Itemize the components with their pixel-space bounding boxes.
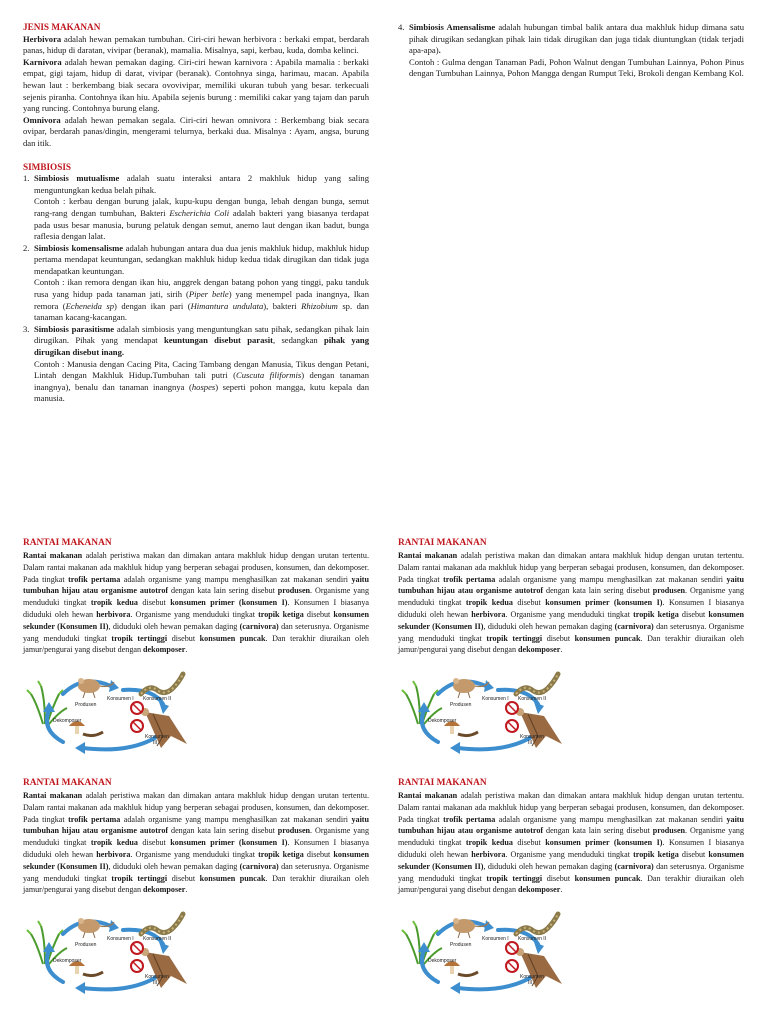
rantai-text: . Organisme yang menduduki tingkat	[23, 826, 370, 848]
rantai-text: , diduduki oleh hewan pemakan daging	[108, 861, 240, 871]
label-dekomposer: Dekomposer	[53, 958, 82, 965]
rantai-bold-term: produsen	[277, 586, 311, 596]
snake-icon	[141, 674, 183, 694]
rantai-bold-term: dekomposer	[518, 645, 561, 655]
rantai-text: . Organisme yang menduduki tingkat	[398, 826, 745, 848]
snake-icon	[516, 674, 558, 694]
rantai-paragraph	[398, 550, 744, 656]
omnivora-term: Omnivora	[23, 114, 61, 125]
rantai-bold-term: trofik pertama	[68, 814, 121, 824]
rantai-bold-term: konsumen puncak	[574, 873, 641, 883]
food-chain-diagram	[398, 664, 568, 756]
rantai-text: adalah organisme yang mampu menghasilkan zat makanan sendiri	[120, 574, 352, 584]
simbiosis-item-mutualisme	[23, 173, 369, 243]
rantai-bold-term: tropik tertinggi	[111, 873, 168, 883]
item-number: 1.	[23, 173, 30, 184]
karnivora-term: Karnivora	[23, 56, 62, 67]
rantai-bold-term: herbivora	[471, 609, 506, 619]
rantai-bold-term: (carnivora)	[239, 861, 279, 871]
rantai-paragraph	[23, 550, 369, 656]
rantai-bold-term: produsen	[652, 586, 686, 596]
rantai-bold-term: herbivora	[471, 849, 506, 859]
rantai-text: .	[185, 885, 188, 895]
rantai-heading: RANTAI MAKANAN	[23, 538, 112, 548]
rantai-text: dan seterusnya. Organisme yang menduduki tingkat	[398, 861, 745, 883]
rantai-bold-term: yaitu tumbuhan hijau atau organisme autotrof	[23, 574, 370, 596]
rantai-bold-term: (carnivora)	[614, 861, 654, 871]
rantai-bold-term: tropik kedua	[90, 838, 138, 848]
rantai-text: . Konsumen I biasanya diduduki oleh hewan	[23, 598, 369, 619]
consumer-marker-icons	[506, 702, 518, 732]
rantai-text: disebut	[137, 598, 171, 608]
food-chain-diagram	[23, 664, 193, 756]
simbiosis-list-continued	[398, 22, 744, 80]
simbiosis-list	[23, 173, 369, 405]
label-produsen: Produsen	[75, 702, 97, 709]
rantai-bold-term: konsumen sekunder (Konsumen II)	[23, 609, 369, 631]
rantai-bold-term: konsumen primer (konsumen I)	[170, 838, 288, 848]
label-konsumen-3: Konsumen	[520, 734, 544, 741]
rantai-panel-bottom-left	[23, 777, 369, 996]
rantai-text: disebut	[303, 609, 334, 619]
rantai-panel-top-right	[398, 537, 744, 756]
rantai-bold-term: yaitu tumbuhan hijau atau organisme autotrof	[23, 814, 370, 836]
rantai-text: . Konsumen I biasanya diduduki oleh hewan	[23, 838, 369, 859]
item-number: 3.	[23, 323, 30, 334]
item-text: adalah hubungan timbal balik antara dua makhluk hidup dimana satu pihak dirugikan sedangkan pihak lain tidak dirugikan dan juga tidak diuntungkan (tidak terjadi apa-apa)	[409, 22, 744, 56]
rantai-text: . Organisme yang menduduki tingkat	[505, 849, 634, 859]
label-produsen: Produsen	[450, 702, 472, 709]
rantai-text: adalah peristiwa makan dan dimakan antara makhluk hidup dengan urutan tertentu. Dalam rantai makanan ada makhluk hidup yang berperan sebagai produsen, konsumen, dan dekomposer. Pada tingkat	[23, 791, 369, 824]
rantai-text: . Dan terakhir diuraikan oleh jamur/pengurai yang disebut dengan	[23, 633, 369, 655]
rantai-bold-term: konsumen primer (konsumen I)	[545, 598, 663, 608]
label-dekomposer: Dekomposer	[428, 718, 457, 725]
rantai-text: disebut	[678, 609, 709, 619]
rantai-text: . Konsumen I biasanya diduduki oleh hewan	[398, 598, 744, 619]
rantai-text: adalah organisme yang mampu menghasilkan zat makanan sendiri	[495, 574, 727, 584]
rantai-text: .	[560, 645, 563, 655]
rantai-text: disebut	[512, 838, 546, 848]
item-number: 2.	[23, 242, 30, 253]
consumer-marker-icons	[131, 942, 143, 972]
karnivora-paragraph	[23, 57, 369, 115]
rantai-bold-term: konsumen sekunder (Konsumen II)	[23, 849, 369, 871]
rantai-text: dan seterusnya. Organisme yang menduduki tingkat	[398, 621, 745, 643]
simbiosis-item-komensalisme	[23, 243, 369, 324]
rantai-bold-term: tropik tertinggi	[486, 633, 543, 643]
item-example: Contoh : ikan remora dengan ikan hiu, anggrek dengan batang pohon yang tinggi, paku tanduk rusa yang hidup pada tanaman jati, sirih (Piper betle) yang menempel pada inangnya, Ikan remora (Echeneida sp) dengan ikan pari (Himantura undulata), bakteri Rhizobium sp. dan tanaman kacang-kacangan.	[34, 277, 369, 323]
item-example: Contoh : Manusia dengan Cacing Pita, Cacing Tambang dengan Manusia, Tikus dengan Petani, Lintah dengan Makhluk Hidup.Tumbuhan tali putri (Cuscuta filiformis) dengan tanaman inangnya), benalu dan tanaman inangnya (hospes) seperti pohon mangga, kutu kepala dan manusia.	[34, 358, 370, 404]
simbiosis-item-amensalisme: 4. Simbiosis Amensalisme adalah hubungan timbal balik antara dua makhluk hidup dimana satu pihak dirugikan sedangkan pihak lain tidak dirugikan dan juga tidak diuntungkan (tidak terjadi apa-apa). Contoh : Gulma dengan Tanaman Padi, Pohon Walnut dengan Tumbuhan Lainnya, Pohon Pinus dengan Tumbuhan Lainnya, Pohon Mangga dengan Rumput Teki, Brokoli dengan Kembang Kol.	[398, 22, 744, 79]
item-example: Contoh : kerbau dengan burung jalak, kupu-kupu dengan bunga, lebah dengan bunga, semut rang-rang dengan tumbuhan, Bakteri Escherichia Coli adalah bakteri yang biasanya terdapat pada usus besar manusia, burung pelatuk dengan semut, anemo laut dengan ikan badut, bunga raflesia dengan lalat.	[34, 196, 369, 242]
herbivora-term: Herbivora	[23, 33, 62, 44]
item-text: adalah hubungan antara dua dua jenis makhluk hidup, makhluk hidup pertama mendapat keuntungan, sedangkan makhluk hidup kedua tidak dirugikan dan tidak juga mendapatkan keuntungan.	[34, 242, 369, 276]
item-number: 4.	[398, 22, 405, 32]
mouse-icon	[78, 918, 114, 938]
rantai-paragraph	[398, 790, 744, 896]
rantai-bold-term: tropik ketiga	[258, 609, 304, 619]
rantai-text: dengan kata lain sering disebut	[168, 826, 278, 836]
rantai-bold-term: tropik kedua	[465, 598, 513, 608]
label-dekomposer: Dekomposer	[428, 958, 457, 965]
rantai-bold-term: Rantai makanan	[23, 791, 83, 800]
rantai-text: disebut	[542, 633, 575, 643]
rantai-bold-term: (carnivora)	[614, 621, 654, 631]
label-konsumen-1: Konsumen I	[482, 936, 509, 943]
rantai-text: . Dan terakhir diuraikan oleh jamur/pengurai yang disebut dengan	[398, 873, 744, 895]
rantai-bold-term: tropik tertinggi	[486, 873, 543, 883]
rantai-paragraph	[23, 790, 369, 896]
rantai-text: , diduduki oleh hewan pemakan daging	[483, 861, 615, 871]
rantai-bold-term: konsumen sekunder (Konsumen II)	[398, 849, 744, 871]
label-konsumen-3-num: III	[153, 740, 158, 747]
rantai-bold-term: tropik kedua	[90, 598, 138, 608]
rantai-text: disebut	[167, 873, 200, 883]
rantai-text: dengan kata lain sering disebut	[543, 826, 653, 836]
rantai-text: dengan kata lain sering disebut	[168, 586, 278, 596]
rantai-panel-bottom-right	[398, 777, 744, 996]
rantai-text: adalah peristiwa makan dan dimakan antara makhluk hidup dengan urutan tertentu. Dalam rantai makanan ada makhluk hidup yang berperan sebagai produsen, konsumen, dan dekomposer. Pada tingkat	[398, 551, 744, 584]
rantai-text: dan seterusnya. Organisme yang menduduki tingkat	[23, 861, 370, 883]
label-konsumen-2: Konsumen II	[143, 696, 172, 703]
rantai-bold-term: konsumen puncak	[574, 633, 641, 643]
rantai-bold-term: konsumen puncak	[199, 873, 266, 883]
top-right-column	[398, 22, 744, 80]
rantai-bold-term: produsen	[652, 826, 686, 836]
rantai-bold-term: trofik pertama	[68, 574, 121, 584]
food-chain-diagram	[23, 904, 193, 996]
rantai-bold-term: yaitu tumbuhan hijau atau organisme autotrof	[398, 574, 745, 596]
rantai-bold-term: (carnivora)	[239, 621, 279, 631]
rantai-text: adalah organisme yang mampu menghasilkan zat makanan sendiri	[120, 814, 352, 824]
rantai-text: disebut	[542, 873, 575, 883]
rantai-text: dengan kata lain sering disebut	[543, 586, 653, 596]
item-text: adalah suatu interaksi antara 2 makhluk hidup yang saling menguntungkan kedua belah pihak.	[34, 173, 369, 195]
mouse-icon	[78, 678, 114, 698]
rantai-text: . Organisme yang menduduki tingkat	[130, 849, 259, 859]
rantai-bold-term: herbivora	[96, 609, 131, 619]
consumer-marker-icons	[131, 702, 143, 732]
rantai-text: disebut	[303, 849, 334, 859]
jenis-heading: JENIS MAKANAN	[23, 22, 101, 32]
rantai-bold-term: herbivora	[96, 849, 131, 859]
rantai-heading: RANTAI MAKANAN	[398, 538, 487, 548]
omnivora-paragraph	[23, 115, 369, 150]
rantai-text: adalah peristiwa makan dan dimakan antara makhluk hidup dengan urutan tertentu. Dalam rantai makanan ada makhluk hidup yang berperan sebagai produsen, konsumen, dan dekomposer. Pada tingkat	[23, 551, 369, 584]
rantai-text: .	[185, 645, 188, 655]
herbivora-paragraph	[23, 34, 369, 57]
mouse-icon	[453, 678, 489, 698]
label-konsumen-3: Konsumen	[520, 974, 544, 981]
simbiosis-item-parasitisme: 3. Simbiosis parasitisme adalah simbiosis yang menguntungkan satu pihak, sedangkan pihak lain dirugikan. Pihak yang mendapat keuntungan disebut parasit, sedangkan pihak yang dirugikan disebut inang. Contoh : Manusia dengan Cacing Pita, Cacing Tambang dengan Manusia, Tikus dengan Petani, Lintah dengan Makhluk Hidup.Tumbuhan tali putri (Cuscuta filiformis) dengan tanaman inangnya), benalu dan tanaman inangnya (hospes) seperti pohon mangga, kutu kepala dan manusia.	[23, 323, 370, 404]
rantai-text: disebut	[678, 849, 709, 859]
rantai-bold-term: konsumen puncak	[199, 633, 266, 643]
rantai-panel-top-left	[23, 537, 369, 756]
label-produsen: Produsen	[75, 942, 97, 949]
rantai-bold-term: konsumen sekunder (Konsumen II)	[398, 609, 744, 631]
item-term: Simbiosis mutualisme	[34, 173, 120, 184]
rantai-text: .	[560, 885, 563, 895]
item-term: Simbiosis komensalisme	[34, 242, 124, 253]
herbivora-text: adalah hewan pemakan tumbuhan. Ciri-ciri hewan herbivora : berkaki empat, berdarah panas, hidup di daratan, vivipar (beranak), mamalia. Misalnya, sapi, kerbau, kuda, domba kelinci.	[23, 33, 369, 56]
rantai-bold-term: tropik ketiga	[258, 849, 304, 859]
item-term: Simbiosis parasitisme	[34, 323, 115, 334]
rantai-text: dan seterusnya. Organisme yang menduduki tingkat	[23, 621, 370, 643]
label-konsumen-1: Konsumen I	[482, 696, 509, 703]
label-konsumen-1: Konsumen I	[107, 696, 134, 703]
label-konsumen-1: Konsumen I	[107, 936, 134, 943]
rantai-bold-term: produsen	[277, 826, 311, 836]
label-konsumen-2: Konsumen II	[518, 696, 547, 703]
label-konsumen-3-num: III	[528, 740, 533, 747]
rantai-bold-term: tropik tertinggi	[111, 633, 168, 643]
rantai-heading: RANTAI MAKANAN	[23, 778, 112, 788]
omnivora-text: adalah hewan pemakan segala. Ciri-ciri hewan omnivora : Berkembang biak secara ovipar, berdarah panas/dingin, mengerami telurnya, berkaki dua. Misalnya : Ayam, angsa, burung dan itik.	[23, 114, 369, 148]
rantai-bold-term: Rantai makanan	[398, 791, 458, 800]
karnivora-text: adalah hewan pemakan daging. Ciri-ciri hewan karnivora : Apabila mamalia : berkaki empat, gigi tajam, hidup di darat, vivipar (beranak). Contohnya singa, harimau, macan. Apabila hewan laut : berkembang biak secara ovovivipar, memiliki ukuran tubuh yang besar. terkecuali sejenis piranha. Contohnya ikan hiu. Apabila sejenis burung : memiliki cakar yang tajam dan paruh yang runcing. Contohnya burung elang.	[23, 56, 369, 114]
snake-icon	[141, 914, 183, 934]
food-chain-diagram	[398, 904, 568, 996]
rantai-text: . Organisme yang menduduki tingkat	[505, 609, 634, 619]
item-term: Simbiosis Amensalisme	[409, 22, 496, 32]
rantai-text: , diduduki oleh hewan pemakan daging	[483, 621, 615, 631]
top-left-column	[23, 22, 369, 405]
rantai-bold-term: tropik ketiga	[633, 609, 679, 619]
label-produsen: Produsen	[450, 942, 472, 949]
simbiosis-heading: SIMBIOSIS	[23, 161, 72, 172]
rantai-text: adalah peristiwa makan dan dimakan antara makhluk hidup dengan urutan tertentu. Dalam rantai makanan ada makhluk hidup yang berperan sebagai produsen, konsumen, dan dekomposer. Pada tingkat	[398, 791, 744, 824]
rantai-bold-term: Rantai makanan	[398, 551, 458, 560]
label-konsumen-3-num: III	[153, 980, 158, 987]
rantai-text: . Organisme yang menduduki tingkat	[398, 586, 745, 608]
label-dekomposer: Dekomposer	[53, 718, 82, 725]
rantai-bold-term: tropik ketiga	[633, 849, 679, 859]
rantai-bold-term: dekomposer	[518, 885, 561, 895]
label-konsumen-2: Konsumen II	[143, 936, 172, 943]
rantai-text: , diduduki oleh hewan pemakan daging	[108, 621, 240, 631]
item-example: Contoh : Gulma dengan Tanaman Padi, Pohon Walnut dengan Tumbuhan Lainnya, Pohon Pinus dengan Tumbuhan Lainnya, Pohon Mangga dengan Rumput Teki, Brokoli dengan Kembang Kol.	[409, 56, 744, 79]
rantai-bold-term: trofik pertama	[443, 574, 496, 584]
rantai-bold-term: dekomposer	[143, 885, 186, 895]
label-konsumen-3: Konsumen	[145, 734, 169, 741]
rantai-text: . Organisme yang menduduki tingkat	[23, 586, 370, 608]
snake-icon	[516, 914, 558, 934]
label-konsumen-3: Konsumen	[145, 974, 169, 981]
rantai-bold-term: konsumen primer (konsumen I)	[170, 598, 288, 608]
mouse-icon	[453, 918, 489, 938]
rantai-text: . Dan terakhir diuraikan oleh jamur/pengurai yang disebut dengan	[398, 633, 744, 655]
rantai-bold-term: dekomposer	[143, 645, 186, 655]
rantai-bold-term: Rantai makanan	[23, 551, 83, 560]
label-konsumen-2: Konsumen II	[518, 936, 547, 943]
rantai-heading: RANTAI MAKANAN	[398, 778, 487, 788]
rantai-text: . Organisme yang menduduki tingkat	[130, 609, 259, 619]
rantai-text: disebut	[137, 838, 171, 848]
rantai-bold-term: trofik pertama	[443, 814, 496, 824]
rantai-text: . Dan terakhir diuraikan oleh jamur/pengurai yang disebut dengan	[23, 873, 369, 895]
rantai-text: adalah organisme yang mampu menghasilkan zat makanan sendiri	[495, 814, 727, 824]
rantai-text: . Konsumen I biasanya diduduki oleh hewan	[398, 838, 744, 859]
rantai-bold-term: yaitu tumbuhan hijau atau organisme autotrof	[398, 814, 745, 836]
label-konsumen-3-num: III	[528, 980, 533, 987]
rantai-bold-term: tropik kedua	[465, 838, 513, 848]
rantai-text: disebut	[512, 598, 546, 608]
rantai-bold-term: konsumen primer (konsumen I)	[545, 838, 663, 848]
rantai-text: disebut	[167, 633, 200, 643]
consumer-marker-icons	[506, 942, 518, 972]
